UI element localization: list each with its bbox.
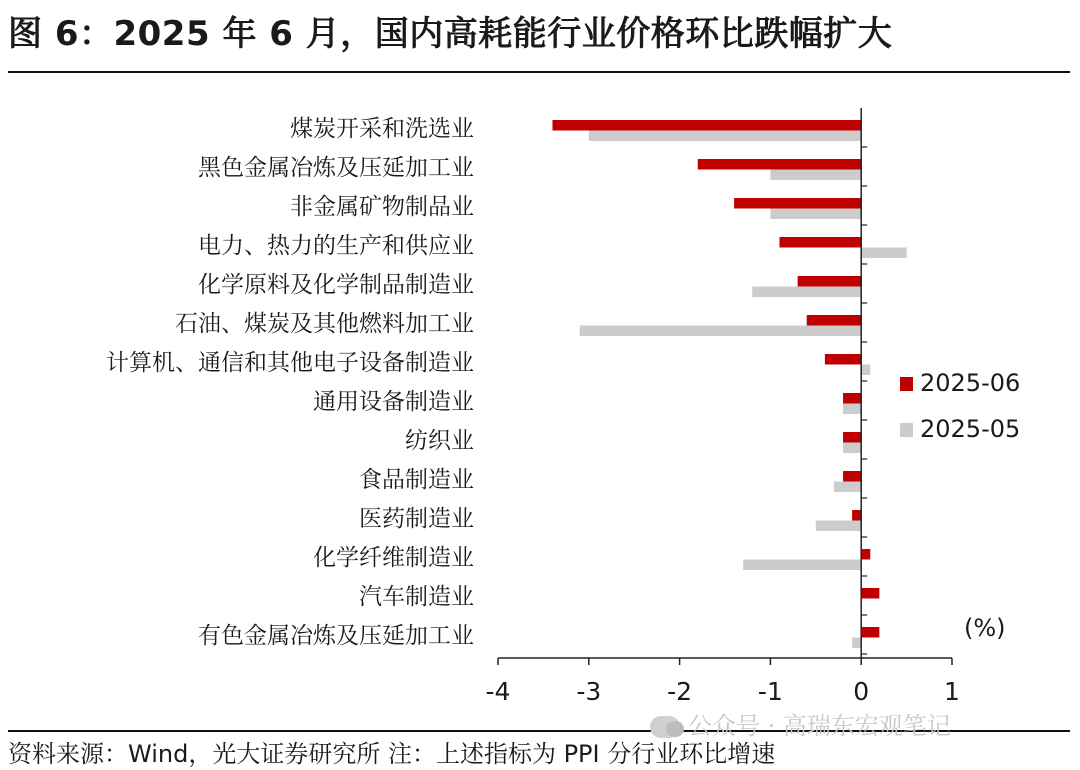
x-tick-label-2: -2 — [667, 677, 693, 706]
bar-previous-0 — [589, 131, 861, 142]
bar-current-4 — [798, 276, 862, 287]
category-label-9: 食品制造业 — [359, 467, 474, 493]
category-label-10: 医药制造业 — [359, 506, 474, 532]
x-tick-label-4: 0 — [853, 677, 870, 706]
bar-previous-9 — [834, 482, 861, 493]
category-label-5: 石油、煤炭及其他燃料加工业 — [175, 311, 474, 337]
legend-swatch-0 — [900, 377, 913, 391]
category-label-0: 煤炭开采和洗选业 — [290, 116, 474, 142]
bar-previous-5 — [580, 326, 861, 337]
bar-previous-8 — [843, 443, 861, 454]
bar-previous-3 — [861, 248, 906, 259]
x-tick-label-1: -3 — [576, 677, 602, 706]
bar-current-2 — [734, 198, 861, 209]
category-label-13: 有色金属冶炼及压延加工业 — [198, 623, 474, 649]
watermark-text: 公众号 · 高瑞东宏观笔记 — [688, 712, 951, 740]
bar-current-10 — [852, 510, 861, 521]
source-note: 资料来源：Wind，光大证券研究所 注：上述指标为 PPI 分行业环比增速 — [8, 740, 776, 768]
bar-previous-13 — [852, 638, 861, 649]
legend-label-1: 2025-05 — [920, 415, 1021, 443]
bar-previous-7 — [843, 404, 861, 415]
bar-current-6 — [825, 354, 861, 365]
bar-previous-10 — [816, 521, 861, 532]
category-label-3: 电力、热力的生产和供应业 — [198, 233, 474, 259]
bar-previous-4 — [752, 287, 861, 298]
bar-current-13 — [861, 627, 879, 638]
bar-current-5 — [807, 315, 861, 326]
bar-current-8 — [843, 432, 861, 443]
bar-current-9 — [843, 471, 861, 482]
x-tick-label-5: 1 — [944, 677, 960, 706]
category-label-8: 纺织业 — [405, 428, 474, 454]
bar-current-12 — [861, 588, 879, 599]
x-tick-label-3: -1 — [757, 677, 783, 706]
legend-label-0: 2025-06 — [920, 369, 1021, 397]
bar-current-3 — [779, 237, 861, 248]
category-label-12: 汽车制造业 — [359, 584, 474, 610]
category-label-6: 计算机、通信和其他电子设备制造业 — [106, 350, 474, 376]
bar-previous-1 — [770, 170, 861, 181]
bar-current-0 — [552, 120, 861, 131]
bar-current-11 — [861, 549, 870, 560]
bar-previous-6 — [861, 365, 870, 376]
bar-previous-11 — [743, 560, 861, 571]
bar-current-1 — [698, 159, 861, 170]
unit-label: (%) — [964, 614, 1006, 642]
bar-current-7 — [843, 393, 861, 404]
chart-title: 图 6：2025 年 6 月，国内高耗能行业价格环比跌幅扩大 — [8, 14, 893, 54]
category-label-1: 黑色金属冶炼及压延加工业 — [198, 155, 474, 181]
category-label-2: 非金属矿物制品业 — [290, 194, 474, 220]
category-label-4: 化学原料及化学制品制造业 — [198, 272, 474, 298]
bar-previous-2 — [770, 209, 861, 220]
x-tick-label-0: -4 — [485, 677, 511, 706]
legend-swatch-1 — [900, 423, 913, 437]
category-label-7: 通用设备制造业 — [313, 389, 474, 415]
category-label-11: 化学纤维制造业 — [313, 545, 474, 571]
